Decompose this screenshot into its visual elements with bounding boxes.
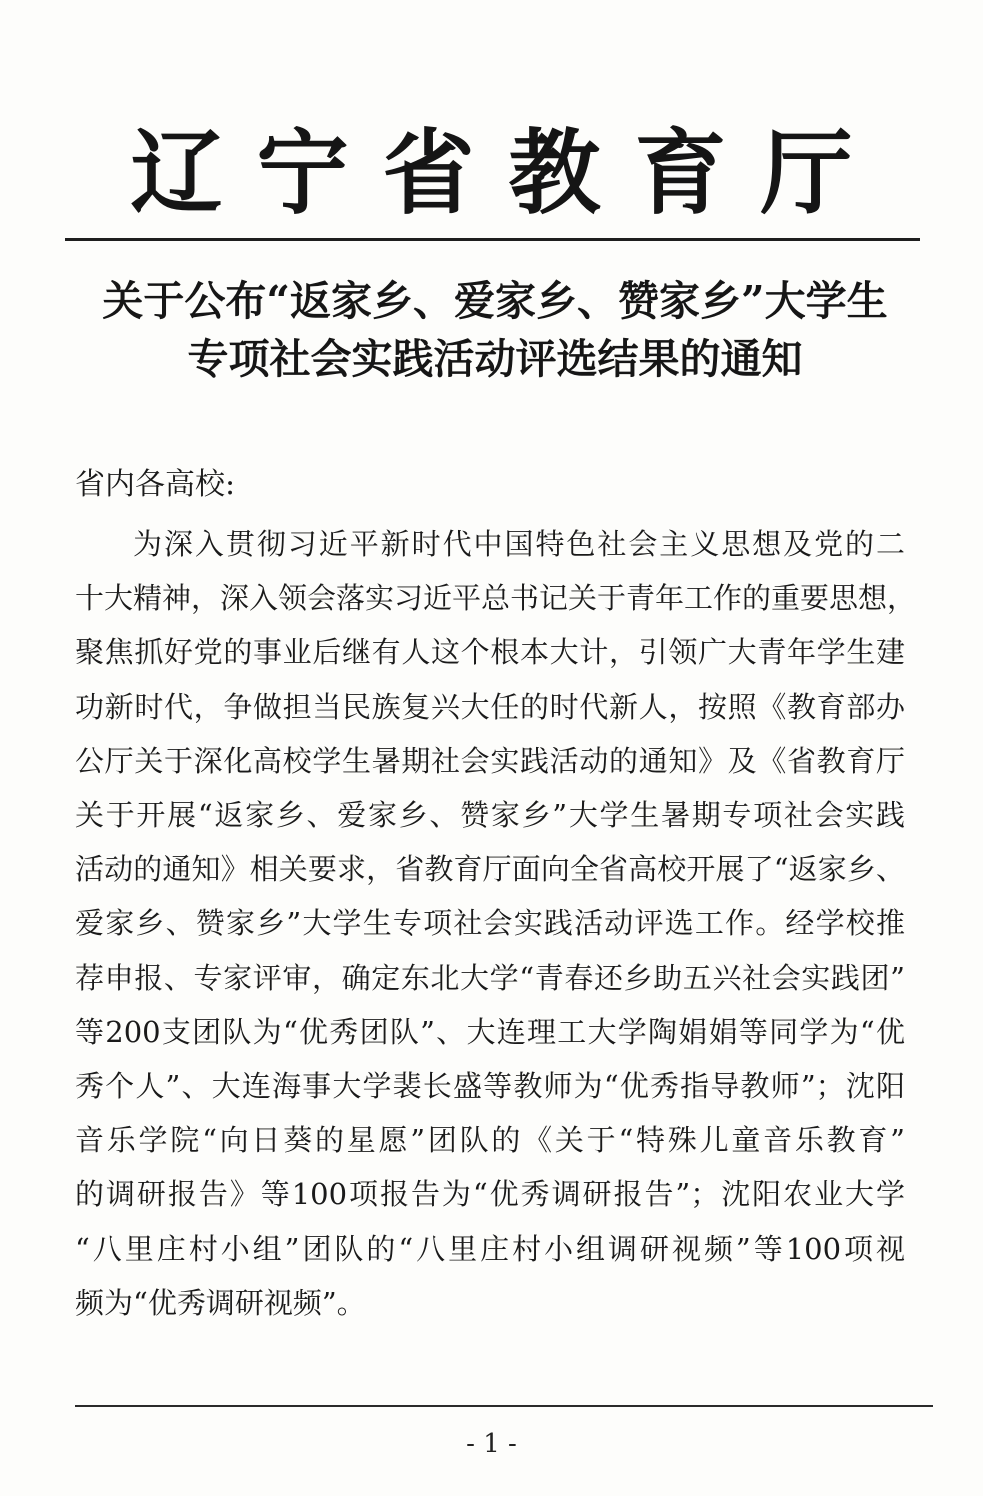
body-line: 荐申报、专家评审，确定东北大学“青春还乡助五兴社会实践团” <box>75 960 905 995</box>
title-line-1: 关于公布“返家乡、爱家乡、赞家乡”大学生 <box>102 277 888 325</box>
title-line-2: 专项社会实践活动评选结果的通知 <box>187 335 803 383</box>
body-line: 为深入贯彻习近平新时代中国特色社会主义思想及党的二 <box>133 527 905 561</box>
body-line: 聚焦抓好党的事业后继有人这个根本大计，引领广大青年学生建 <box>75 635 905 670</box>
footer-divider <box>75 1405 933 1407</box>
body-paragraph <box>75 517 917 1330</box>
body-line: 等200支团队为“优秀团队”、大连理工大学陶娟娟等同学为“优 <box>75 1014 905 1049</box>
body-line: 频为“优秀调研视频”。 <box>75 1285 366 1320</box>
organization-header: 辽宁省教育厅 <box>130 119 887 227</box>
body-line: 关于开展“返家乡、爱家乡、赞家乡”大学生暑期专项社会实践 <box>75 798 905 833</box>
body-line: 活动的通知》相关要求，省教育厅面向全省高校开展了“返家乡、 <box>75 852 905 887</box>
document-title <box>60 272 930 388</box>
header-divider <box>65 238 920 241</box>
body-line: “八里庄村小组”团队的“八里庄村小组调研视频”等100项视 <box>75 1231 905 1266</box>
salutation: 省内各高校: <box>75 467 236 502</box>
body-line: 公厅关于深化高校学生暑期社会实践活动的通知》及《省教育厅 <box>75 743 905 778</box>
body-line: 音乐学院“向日葵的星愿”团队的《关于“特殊儿童音乐教育” <box>75 1123 905 1158</box>
page-number: - 1 - <box>466 1429 517 1459</box>
body-line: 的调研报告》等100项报告为“优秀调研报告”；沈阳农业大学 <box>75 1177 905 1212</box>
body-line: 秀个人”、大连海事大学裴长盛等教师为“优秀指导教师”；沈阳 <box>75 1069 905 1104</box>
body-line: 十大精神，深入领会落实习近平总书记关于青年工作的重要思想， <box>75 581 917 616</box>
body-line: 功新时代，争做担当民族复兴大任的时代新人，按照《教育部办 <box>75 689 905 724</box>
body-line: 爱家乡、赞家乡”大学生专项社会实践活动评选工作。经学校推 <box>75 906 905 941</box>
